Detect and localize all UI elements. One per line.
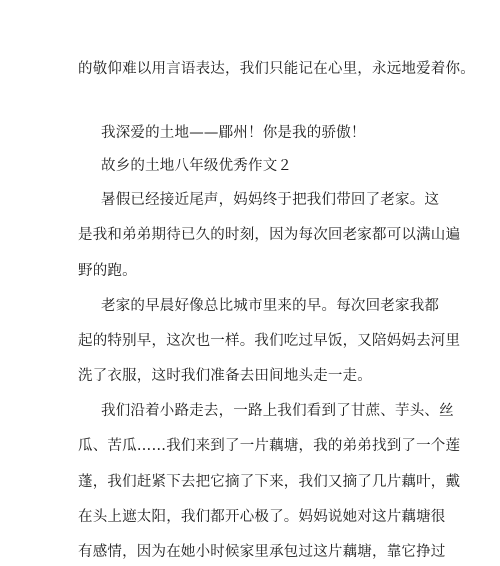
paragraph-line: 是我和弟弟期待已久的时刻，因为每次回老家都可以满山遍 (78, 227, 461, 243)
essay-title: 故乡的土地八年级优秀作文２ (101, 158, 293, 174)
paragraph-line: 的敬仰难以用言语表达，我们只能记在心里，永远地爱着你。 (78, 61, 475, 77)
paragraph-line: 野的跑。 (78, 263, 137, 279)
paragraph-line: 暑假已经接近尾声，妈妈终于把我们带回了老家。这 (101, 192, 440, 208)
paragraph-line: 蓬，我们赶紧下去把它摘了下来，我们又摘了几片藕叶，戴 (78, 474, 461, 490)
paragraph-line: 洗了衣服，这时我们准备去田间地头走一走。 (78, 368, 372, 384)
paragraph-line: 我深爱的土地——郿州！你是我的骄傲！ (101, 125, 366, 141)
paragraph-line: 我们沿着小路走去，一路上我们看到了甘蔗、芋头、丝 (101, 403, 454, 419)
paragraph-line: 起的特别早，这次也一样。我们吃过早饭，又陪妈妈去河里 (78, 333, 461, 349)
paragraph-line: 在头上遮太阳，我们都开心极了。妈妈说她对这片藕塘很 (78, 509, 446, 525)
paragraph-line: 老家的早晨好像总比城市里来的早。每次回老家我都 (101, 298, 440, 314)
paragraph-line: 瓜、苦瓜……我们来到了一片藕塘，我的弟弟找到了一个莲 (78, 438, 461, 454)
paragraph-line: 有感情，因为在她小时候家里承包过这片藕塘，靠它挣过 (78, 544, 446, 560)
